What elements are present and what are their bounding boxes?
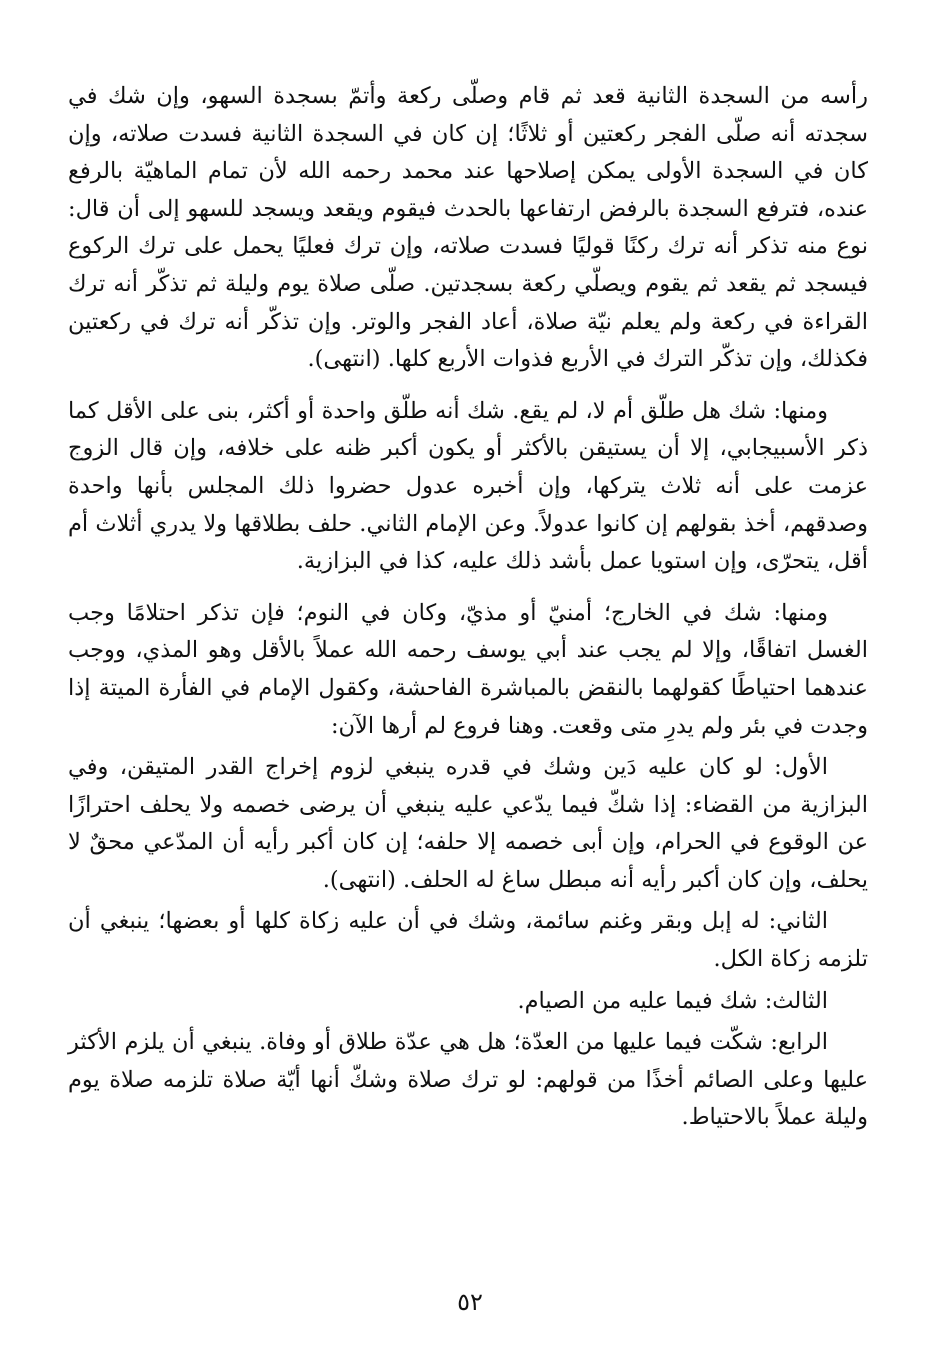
- paragraph-2: ومنها: شك هل طلّق أم لا، لم يقع. شك أنه طلّق واحدة أو أكثر، بنى على الأقل كما ذكر الأسبيجابي، إلا أن يستيقن بالأكثر أو يكون أكبر ظنه على خلافه، وإن قال الزوج عزمت على أنه ثلاث يتركها، وإن أخبره عدول حضروا ذلك المجلس بأنها واحدة وصدقهم، أخذ بقولهم إن كانوا عدولاً. وعن الإمام الثاني. حلف بطلاقها ولا يدري أثلاث أم أقل، يتحرّى، وإن استويا عمل بأشد ذلك عليه، كذا في البزازية.: [68, 397, 868, 575]
- page-number: ٥٢: [457, 1288, 483, 1316]
- page-body: [68, 78, 868, 1137]
- paragraph-4: الأول: لو كان عليه دَين وشك في قدره ينبغي لزوم إخراج القدر المتيقن، وفي البزازية من القضاء: إذا شكّ فيما يدّعي عليه ينبغي أن يرضى خصمه ولا يحلف احترازًا عن الوقوع في الحرام، وإن أبى خصمه إلا حلفه؛ إن كان أكبر رأيه أن المدّعي محقٌ لا يحلف، وإن كان أكبر رأيه أنه مبطل ساغ له الحلف. (انتهى).: [68, 754, 868, 893]
- paragraph-6: الثالث: شك فيما عليه من الصيام.: [517, 987, 828, 1014]
- paragraph-7: الرابع: شكّت فيما عليها من العدّة؛ هل هي عدّة طلاق أو وفاة. ينبغي أن يلزم الأكثر عليها وعلى الصائم أخذًا من قولهم: لو ترك صلاة وشكّ أنها أيّة صلاة تلزمه صلاة يوم وليلة عملاً بالاحتياط.: [68, 1029, 868, 1131]
- paragraph-5: الثاني: له إبل وبقر وغنم سائمة، وشك في أن عليه زكاة كلها أو بعضها؛ ينبغي أن تلزمه زكاة الكل.: [68, 908, 868, 973]
- paragraph-1: رأسه من السجدة الثانية قعد ثم قام وصلّى ركعة وأتمّ بسجدة السهو، وإن شك في سجدته أنه صلّى الفجر ركعتين أو ثلاثًا؛ إن كان في السجدة الثانية فسدت صلاته، وإن كان في السجدة الأولى يمكن إصلاحها عند محمد رحمه الله لأن تمام الماهيّة بالرفع عنده، فترفع السجدة بالرفض ارتفاعها بالحدث فيقوم ويقعد ويسجد للسهو إلى أن قال: نوع منه تذكر أنه ترك ركنًا قوليًا فسدت صلاته، وإن ترك فعليًا يحمل على ترك الركوع فيسجد ثم يقعد ثم يقوم ويصلّي ركعة بسجدتين. صلّى صلاة يوم وليلة ثم تذكّر أنه ترك القراءة في ركعة ولم يعلم نيّة صلاة، أعاد الفجر والوتر. وإن تذكّر أنه ترك في ركعتين فكذلك، وإن تذكّر الترك في الأربع فذوات الأربع كلها. (انتهى).: [68, 83, 868, 373]
- paragraph-3: ومنها: شك في الخارج؛ أمنيّ أو مذيّ، وكان في النوم؛ فإن تذكر احتلامًا وجب الغسل اتفاقًا، وإلا لم يجب عند أبي يوسف رحمه الله عملاً بالأقل وهو المذي، ووجب عندهما احتياطًا كقولهما بالنقض بالمباشرة الفاحشة، وكقول الإمام في الفأرة الميتة إذا وجدت في بئر ولم يدرِ متى وقعت. وهنا فروع لم أرها الآن:: [68, 599, 868, 739]
